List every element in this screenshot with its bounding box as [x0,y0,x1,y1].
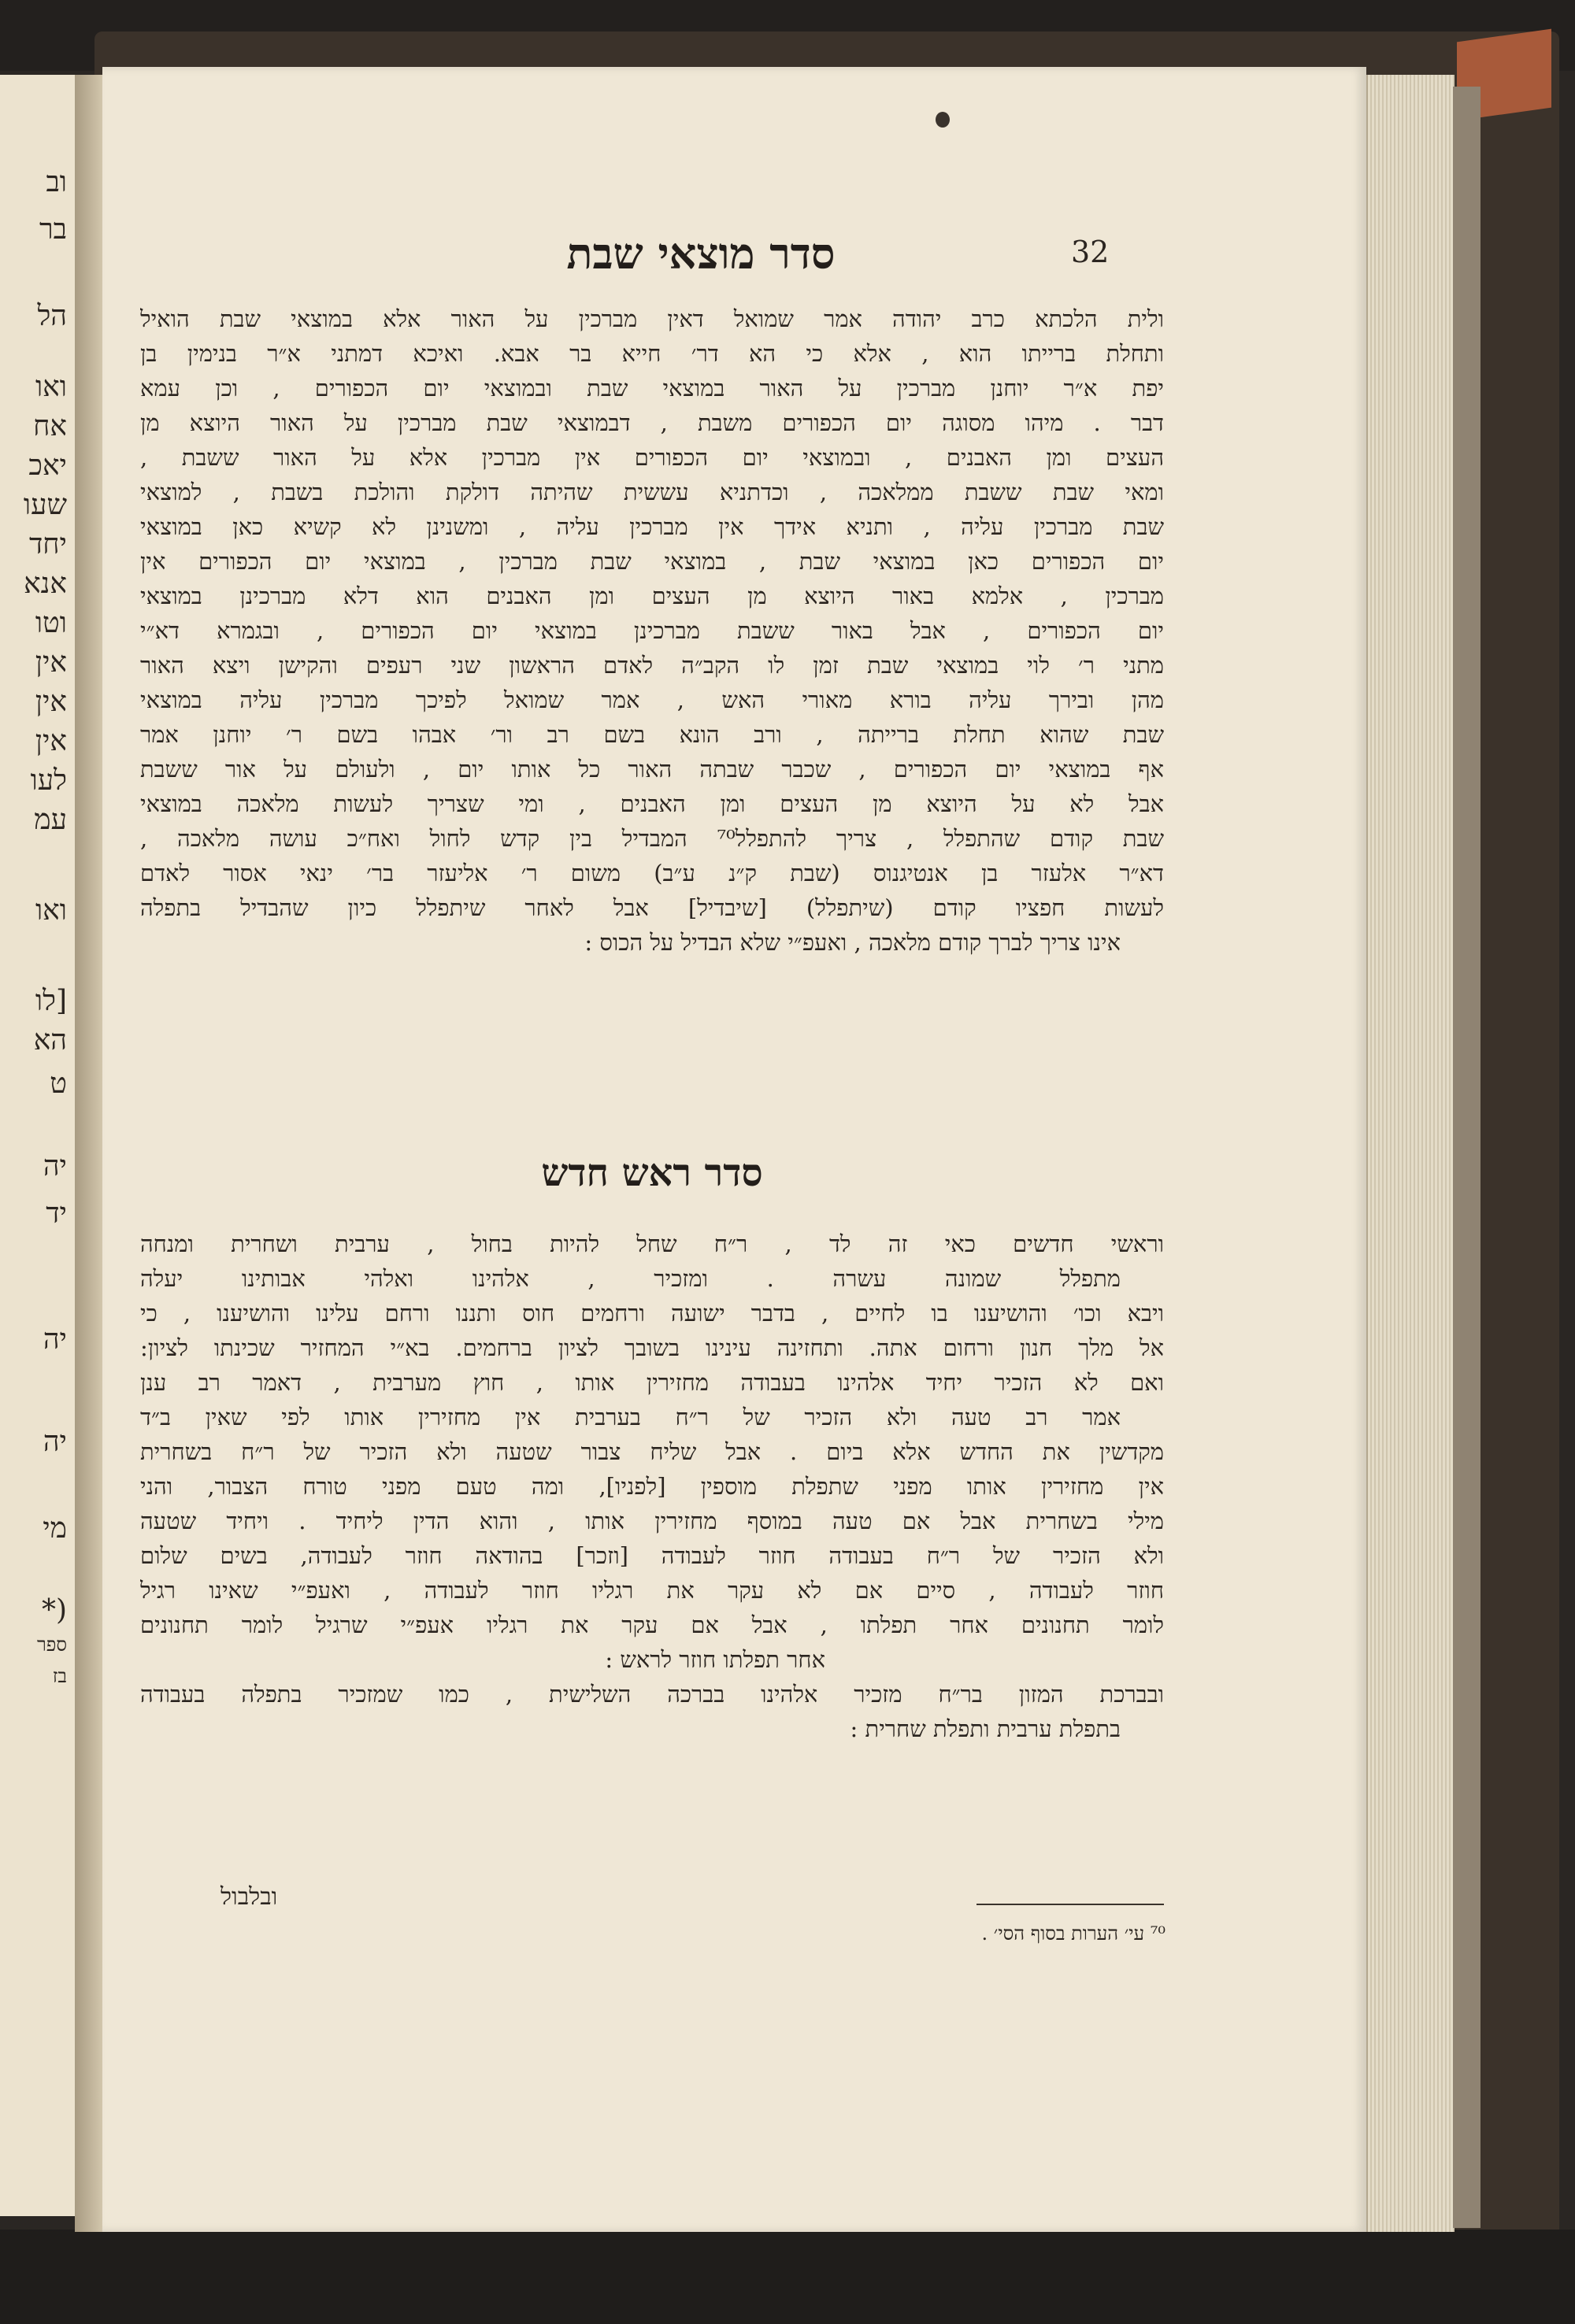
text-line: מהן ובירך עליה בורא מאורי האש , אמר שמואל לפיכך מברכין עליה במוצאי [140,686,1164,713]
left-page-fragment: וב [46,166,67,198]
book-binding-bottom [0,2230,1575,2324]
text-line: מקדשין את החדש אלא ביום . אבל שליח צבור שטעה ולא הזכיר של ר״ח בשחרית [140,1438,1164,1465]
left-page-fragment: אין [35,725,67,757]
left-page-fragment: הא [33,1024,67,1057]
text-line: מילי בשחרית אבל אם טעה במוסף מחזירין אותו , והוא הדין ליחיד . ויחיד שטעה [140,1508,1164,1534]
text-line: אף במוצאי יום הכפורים , שכבר שבתה האור כל אותו יום , ולעולם על אור ששבת [140,756,1164,783]
text-line: ובברכת המזון בר״ח מזכיר אלהינו בברכה השלישית , כמו שמזכיר בתפלה בעבודה [140,1681,1164,1708]
text-line: ותחלת ברייתו הוא , אלא כי הא דר׳ חייא בר אבא. ואיכא דמתני א״ר בנימין בן [140,340,1164,367]
left-page-fragment: יה [43,1426,67,1458]
left-page-fragment: אין [35,686,67,718]
text-line: אינו צריך לברך קודם מלאכה , ואעפ״י שלא הבדיל על הכוס : [584,929,1121,956]
left-page-fragment: לעו [30,764,67,797]
text-line: אמר רב טעה ולא הזכיר של ר״ח בערבית אין מחזירין אותו לפי שאין ב״ד [140,1404,1121,1430]
page-gutter [75,75,106,2232]
left-page-fragment: [לו [35,985,67,1017]
left-page-fragment: אנא [24,568,67,600]
text-line: אבל לא על היוצא מן העצים ומן האבנים , ומי שצריך לעשות מלאכה במוצאי [140,790,1164,817]
left-page-fragment: ספר [36,1634,67,1656]
text-line: אל מלך חנון ורחום אתה. ותחזינה עינינו בשובך לציון ברחמים. בא״י המחזיר שכינתו לציון: [140,1334,1164,1361]
text-line: לומר תחנונים אחר תפלתו , אבל אם עקר את רגליו אעפ״י שרגיל לומר תחנונים [140,1612,1164,1638]
section-title: סדר ראש חדש [541,1151,763,1195]
left-page-fragment: (* [41,1594,67,1626]
left-page-fragment: יה [43,1323,67,1356]
text-line: ואם לא הזכיר יחיד אלהינו בעבודה מחזירין אותו , חוץ מערבית , דאמר רב ענן [140,1369,1164,1396]
left-page-fragment: ט [50,1068,67,1100]
text-line: שבת קודם שהתפלל , צריך להתפלל⁷⁰ המבדיל בין קדש לחול ואח״כ עושה מלאכה , [140,825,1164,852]
page-number: 32 [1071,235,1110,269]
text-line: דבר . מיהו מסוגה יום הכפורים משבת , דבמוצאי שבת מברכין על האור היוצא מן [140,409,1164,436]
text-line: ומאי שבת ששבת ממלאכה , וכדתניא עששית שהיתה דולקת והולכת בשבת , למוצאי [140,479,1164,505]
left-page-fragment: הל [37,300,67,332]
text-line: חוזר לעבודה , סיים אם לא עקר את רגליו חוזר לעבודה , ואעפ״י שאינו רגיל [140,1577,1164,1604]
text-line: שבת מברכין עליה , ותניא אידך אין מברכין עליה , ומשנינן לא קשיא כאן במוצאי [140,513,1164,540]
text-line: ולא הזכיר של ר״ח בעבודה חוזר לעבודה [וזכר] בהודאה חוזר לעבודה, בשים שלום [140,1542,1164,1569]
text-line: יפת א״ר יוחנן מברכין על האור במוצאי שבת ובמוצאי יום הכפורים , וכן עמא [140,375,1164,402]
text-line: מברכין , אלמא באור היוצא מן העצים ומן האבנים הוא דלא מברכינן במוצאי [140,583,1164,609]
left-page-fragment: אין [35,646,67,679]
page-edges [1366,75,1455,2232]
left-page-edge [0,75,77,2216]
left-page-fragment: וטו [35,607,67,639]
ink-spot [936,112,950,128]
left-page-fragment: מי [43,1512,67,1545]
left-page-fragment: שעו [23,489,67,521]
text-line: אחר תפלתו חוזר לראש : [605,1646,825,1673]
body-paragraph-rosh-chodesh [140,1227,1164,1746]
text-line: לעשות חפציו קודם (שיתפלל) [שיבדיל] אבל לאחר שיתפלל כיון שהבדיל בתפלה [140,894,1164,921]
text-line: וראשי חדשים כאי זה לד , ר״ח שחל להיות בחול , ערבית ושחרית ומנחה [140,1230,1164,1257]
page-header [197,228,1221,283]
left-page-fragment: אח [33,410,67,442]
footnote-rule [976,1904,1164,1905]
left-page-fragment: ואו [35,371,67,403]
text-line: יום הכפורים , אבל באור ששבת מברכינן במוצאי יום הכפורים , ובגמרא דא״י [140,617,1164,644]
left-page-fragment: ואו [35,894,67,927]
body-paragraph-havdalah [140,302,1164,960]
left-page-fragment: יחד [28,528,67,561]
text-line: העצים ומן האבנים , ובמוצאי יום הכפורים אין מברכין אלא על האור ששבת , [140,444,1164,471]
left-page-fragment: בר [39,213,67,246]
text-line: אין מחזירין אותו מפני שתפלת מוספין [לפניו], ומה טעם מפני טורח הצבור, והני [140,1473,1164,1500]
footnote: ⁷⁰ עי׳ הערות בסוף הסי׳ . [981,1922,1166,1945]
left-page-fragment: עמ [34,804,67,836]
left-page-fragment: יה [43,1150,67,1182]
text-line: יום הכפורים כאן במוצאי שבת , במוצאי שבת מברכין , במוצאי יום הכפורים אין [140,548,1164,575]
text-line: שבת שהוא תחלת ברייתה , ורב הונא בשם רב ור׳ אבהו בשם ר׳ יוחנן אמר [140,721,1164,748]
page-edge-shadow [1453,87,1480,2228]
text-line: מתפלל שמונה עשרה . ומזכיר , אלהינו ואלהי אבותינו יעלה [140,1265,1121,1292]
text-line: דא״ר אלעזר בן אנטיגנוס (שבת ק״נ ע״ב) משום ר׳ אליעזר בר׳ ינאי אסור לאדם [140,860,1164,886]
text-line: ולית הלכתא כרב יהודה אמר שמואל דאין מברכין על האור אלא במוצאי שבת הואיל [140,305,1164,332]
left-page-fragment: בז [52,1665,67,1687]
text-line: בתפלת ערבית ותפלת שחרית : [850,1715,1121,1742]
left-page-fragment: יד [46,1197,67,1230]
running-title: סדר מוצאי שבת [566,228,836,279]
catchword: ובלבול [220,1883,278,1911]
left-page-fragment: יאכ [28,450,67,482]
text-line: ויבא וכו׳ והושיענו בו לחיים , בדבר ישועה ורחמים חוס ותננו ורחם עלינו והושיענו , כי [140,1300,1164,1327]
text-line: מתני ר׳ לוי במוצאי שבת זמן לו הקב״ה לאדם הראשון שני רעפים והקישן ויצא האור [140,652,1164,679]
